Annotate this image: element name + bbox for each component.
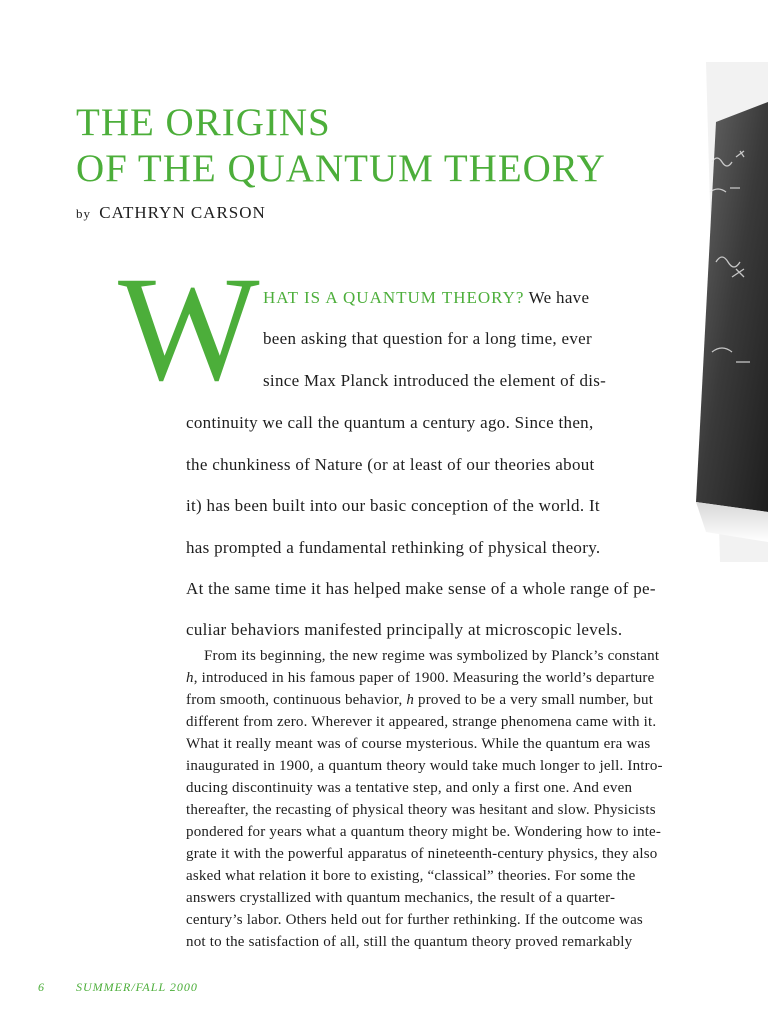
body-line: thereafter, the recasting of physical theory was hesitant and slow. Physicists [186,802,656,818]
lead-caps: HAT IS A QUANTUM THEORY? [263,288,525,307]
title-line-2: OF THE QUANTUM THEORY [76,147,606,190]
body-line: ducing discontinuity was a tentative step, and only a first one. And even [186,780,633,796]
lead-line: since Max Planck introduced the element of dis- [263,371,607,390]
body-line: From its beginning, the new regime was symbolized by Planck’s constant [204,648,660,664]
chalkboard-photo [676,62,768,562]
body-line: century’s labor. Others held out for further rethinking. If the outcome was [186,912,643,928]
lead-line: the chunkiness of Nature (or at least of our theories about [186,455,595,474]
lead-line: continuity we call the quantum a century ago. Since then, [186,413,594,432]
drop-cap: W [118,246,260,412]
author-name: CATHRYN CARSON [99,203,266,222]
article-title [76,100,606,192]
body-line: inaugurated in 1900, a quantum theory would take much longer to jell. Intro- [186,758,663,774]
lead-line: At the same time it has helped make sense of a whole range of pe- [186,579,656,598]
body-line: not to the satisfaction of all, still the quantum theory proved remarkably [186,934,633,950]
byline [76,203,266,223]
lead-line: been asking that question for a long time, ever [263,329,592,348]
body-line: different from zero. Wherever it appeared, strange phenomena came with it. [186,714,657,730]
body-line: What it really meant was of course mysterious. While the quantum era was [186,736,651,752]
body-line: asked what relation it bore to existing, “classical” theories. For some the [186,868,636,884]
lead-line: it) has been built into our basic conception of the world. It [186,496,600,515]
body-line: h, introduced in his famous paper of 1900. Measuring the world’s departure [186,670,655,686]
article-body [186,645,722,953]
body-line: answers crystallized with quantum mechanics, the result of a quarter- [186,890,616,906]
lead-line: culiar behaviors manifested principally at microscopic levels. [186,620,623,639]
lead-rest: We have [524,288,590,307]
body-line: grate it with the powerful apparatus of nineteenth-century physics, they also [186,846,658,862]
lead-line [263,288,589,308]
lead-line: has prompted a fundamental rethinking of physical theory. [186,538,601,557]
title-line-1: THE ORIGINS [76,101,331,144]
body-line: from smooth, continuous behavior, h proved to be a very small number, but [186,692,654,708]
body-line: pondered for years what a quantum theory might be. Wondering how to inte- [186,824,662,840]
issue-label: SUMMER/FALL 2000 [76,980,198,994]
byline-by: by [76,206,91,221]
page-number: 6 [38,980,45,994]
